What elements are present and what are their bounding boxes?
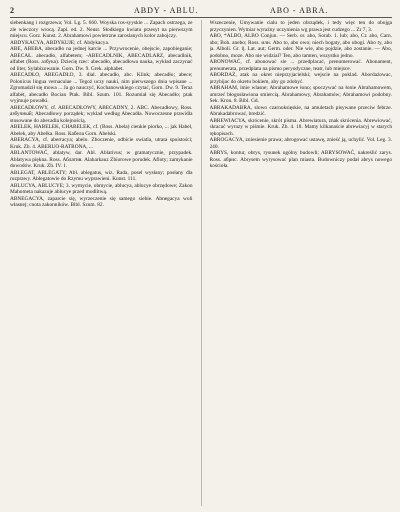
entry: ABECADŁO, ABEGADŁO, 3. dial. abecadło, abc. Klink; abecadło; abece; Polonicus lingua vernaculae ... Tegoż uczy nauki, nim pierwszego dnia wpisane ... Zgromadził się mowa ... Ja go nauczyć, Kochanowskiego czytać, Gorn. Dw. 9. Teraz alfabet, abecadło Bocian Ptak. Bibl. Szum. 101. Rozumiał się Abecadło; ptak wyjmuje powałki. <box>10 72 193 105</box>
entry: ABREWIACYA, skrócenie, skrót pisma. Abrewiatura, znak skrócenia. Abrewiować, skracać wyrazy w piśmie. Kruk. Zb. 4. 18. Mamy kilkanaście abrewiacyj w starych rękopisach. <box>209 117 392 137</box>
entry: ABNEGACYA, zaparcie się, wyrzeczenie się samego siebie. Abnegacya woli własnej; cnota zakonników. Bibl. Szum. 82. <box>10 195 193 209</box>
left-column <box>10 20 193 506</box>
entry: ABE, ABEBA, abecadło na jednej karcie ... Przywrocenie, obejscie, zapobieganie; ABECAŁ. abecadło, alfabetem; -ABECADLNIK, ABECADLARZ, abecadlnik, alfabet (Ross. азбука). Dziecię rzec: abecadło, abecadłowa nauka, wykład zaczynać od liter, Sylabizowanie. Gorn. Dw. 9. Grek. alphabet. <box>10 46 193 72</box>
entry: ABECADŁOWY, cf. ABECADŁOWY, ABECADNY, 2. ABC. Abecadłowy, Ross. азбучный; Abecadłowy porządek; wyklad według Abecadła. Nowoczesne prawidla stosowane do abecadla kolejnością. <box>10 104 193 124</box>
entry: ABO, *ALBO, ALBO Conjun. — Serb. or. abo, Sorab. 1. lub; abo, Cr. abo, Carn. abo; Boh. anebo; Ross. или. Abo to, abo owo; niech bogaty, abo ubogi. Abo ty, abo ja. Alboli. Gr. ἤ. Lat. aut; Germ. oder. Nie wie, abo pojdzie, abo zostanie. — Abo, podobno, moze. Abo nie widzial? Ten, abo tamten, wszystko jedno. <box>209 33 392 59</box>
entry: ABLANTOWAĆ, ablatyw, dar. Abl. Ablativus; w gramatycznie, przypadek. Ablatywa piękna. Ross. Аблатив. Alaharkauz Zbiorowe porudek. Afloty; zamykanie dowodów. Kruk. Zb. IV. 1. <box>10 150 193 170</box>
entry: ABLUCYA, ABLUCYE; 3. wymycie, obmycie, ablucya, ablucye obrzędowe; Zakon Mahometa nakazuje ablucye przed modlitwą. <box>10 182 193 196</box>
page-number: 2 <box>10 6 15 15</box>
entry: ABERACYA, cf. aberracya; abelo. Zboczenie, odbicie swiatla, utrata spoistości; Kruk. Zb. 4. ABERUO-RATRONA, ... <box>10 137 193 150</box>
entry: ABONOWAĆ, cf. abonować sie ... przedplacać, prenumerować. Abonament, prenumerata, przedplata na pismo peryodyczne, teatr, lub miejsce. <box>209 59 392 72</box>
entry: ABDYKACYA, ABDYKUJE; cf. Abdykacya. <box>10 39 110 46</box>
entry: ABRAHAM, imie wlasne; Abrahamowe łono; spoczywać na łonie Abrahamowem, umrzeć błogosławiona smiercią. Abrahamowy, Abrahamów; Abrahamowi podobny. Sek. Kron. 8. Bibl. Gd. <box>209 85 392 105</box>
right-column <box>210 20 393 506</box>
page-header <box>10 4 392 18</box>
two-column-body <box>10 20 392 506</box>
right-guide-word: ABO - ABRA. <box>270 6 329 15</box>
entry: Wszeczenie, Umywanie cialu to jeden obrządek, i tedy więc ten do obojga przyczynien. Wymiar wyraźny uczynienia wg prawa jest cudzego ... Zr 7, 3. <box>209 20 392 33</box>
entry: ABRAKADABRA, slowo czarnoksięskie, na amuletach pisywane przeciw febrze. Abrakadabrować, bredzić. <box>209 104 392 118</box>
entry: ABORDAŻ, atak na okret nieprzyjacielski; wejscie na poklad. Abordażowac, przybijac do okretu bokiem, aby go zdobyć. <box>209 72 392 85</box>
entry: ABROGACYA, zniesienie prawa; abrogować ustawę, znieść ją, uchylić. Vol. Leg. 3. 240. <box>209 137 392 150</box>
entry: siebenkang i rozgrzewa; Vol. Lg. 5. 660. Woyska ros-syyskie ... Zapach ostrzega, ze zle wieczory wrocą. Zapl. ed. 2. Neust. Słodkiego kwiatu przesyt na pierwszym miejscu. Gorz. Kunst. 2. Abrahamowi powietrzne zaroslanych kolor zabojczy. <box>10 20 193 40</box>
left-guide-word: ABDY - ABLU. <box>134 6 199 15</box>
entry: ABELEK, HABELEK, CHABELEK, cf. (Boss. Abela) cienkie piorko, ... jak Habel, Abelek, aby Abelka. Ross. Кабела Gorn. Abelski. <box>10 124 193 137</box>
entry: ABRYS, kontur, obrys, rysunek ogólny budowli; ABRYSOWAĆ, nakreślić zarys. Ross. абрис. Abrysem wyrysować plan miasta. Budowniczy podał abrys nowego kościoła. <box>209 150 392 170</box>
entry: ABLEGAT, ABLEGATY; Abl. ablegatus, wiz. Rada, posel wysłany; posłany dla rozprawy. Ablegatowie do Rzymu wyprawieni. Kunst. 111. <box>10 169 193 183</box>
column-divider <box>201 20 202 506</box>
